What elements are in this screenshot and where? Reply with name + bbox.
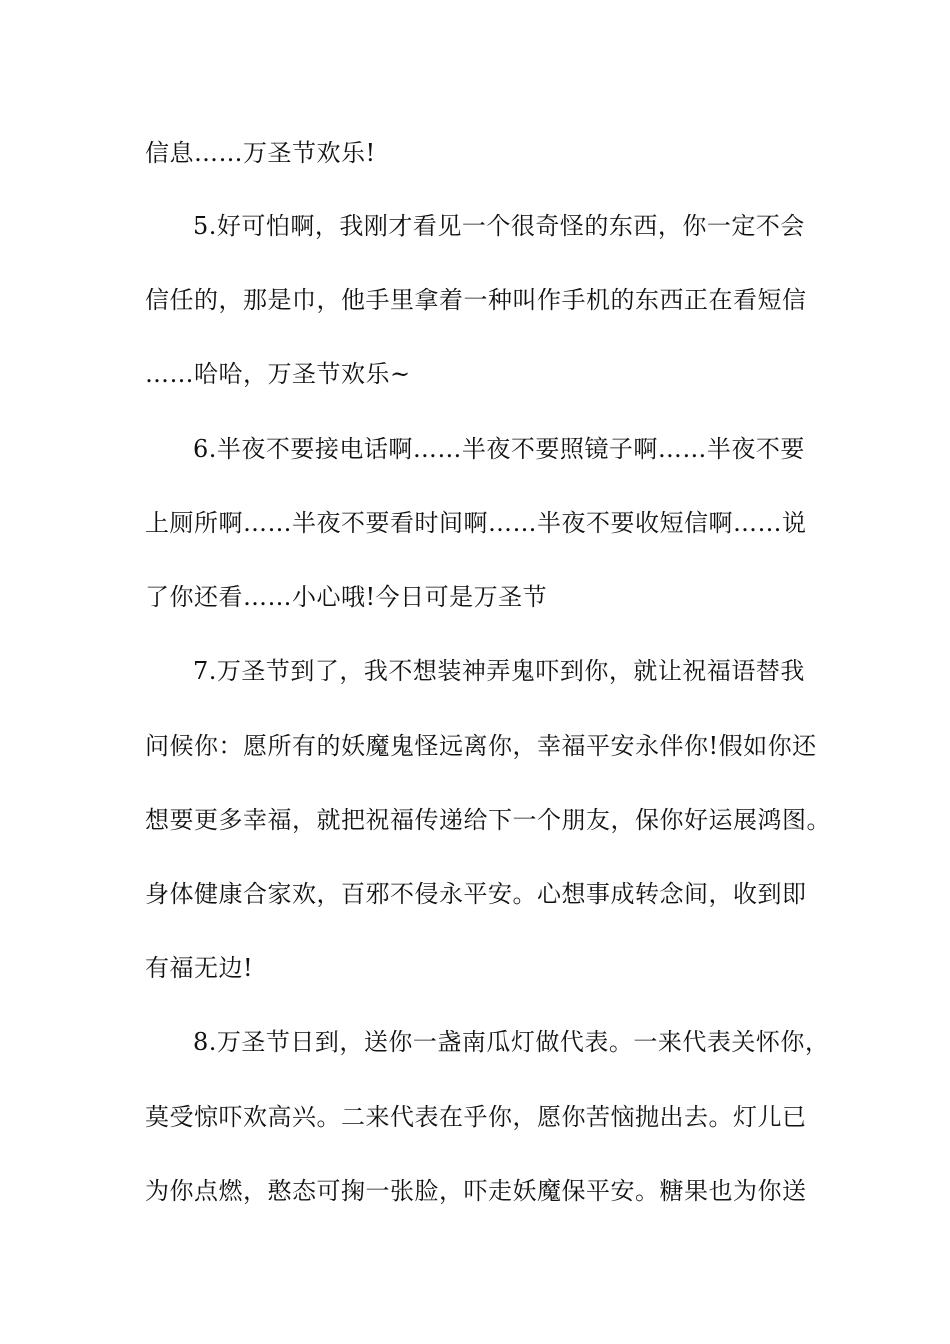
text-line: 有福无边! xyxy=(145,954,254,982)
text-line: 问候你：愿所有的妖魔鬼怪远离你，幸福平安永伴你!假如你还 xyxy=(145,732,817,760)
text-line: 上厕所啊……半夜不要看时间啊……半夜不要收短信啊……说 xyxy=(145,509,807,537)
list-item-5: 5.好可怕啊，我刚才看见一个很奇怪的东西，你一定不会 xyxy=(193,212,805,240)
text-line: 了你还看……小心哦!今日可是万圣节 xyxy=(145,583,548,611)
text-line: 信任的，那是巾，他手里拿着一种叫作手机的东西正在看短信 xyxy=(145,286,807,314)
text-line: 信息……万圣节欢乐! xyxy=(145,139,376,167)
list-item-8: 8.万圣节日到，送你一盏南瓜灯做代表。一来代表关怀你， xyxy=(193,1028,830,1056)
list-item-6: 6.半夜不要接电话啊……半夜不要照镜子啊……半夜不要 xyxy=(193,435,805,463)
text-line: ……哈哈，万圣节欢乐~ xyxy=(145,360,411,388)
text-line: 为你点燃，憨态可掬一张脸，吓走妖魔保平安。糖果也为你送 xyxy=(145,1177,807,1205)
text-line: 莫受惊吓欢高兴。二来代表在乎你，愿你苦恼抛出去。灯儿已 xyxy=(145,1103,807,1131)
text-line: 想要更多幸福，就把祝福传递给下一个朋友，保你好运展鸿图。 xyxy=(145,806,831,834)
list-item-7: 7.万圣节到了，我不想装神弄鬼吓到你，就让祝福语替我 xyxy=(193,657,805,685)
text-line: 身体健康合家欢，百邪不侵永平安。心想事成转念间，收到即 xyxy=(145,880,807,908)
